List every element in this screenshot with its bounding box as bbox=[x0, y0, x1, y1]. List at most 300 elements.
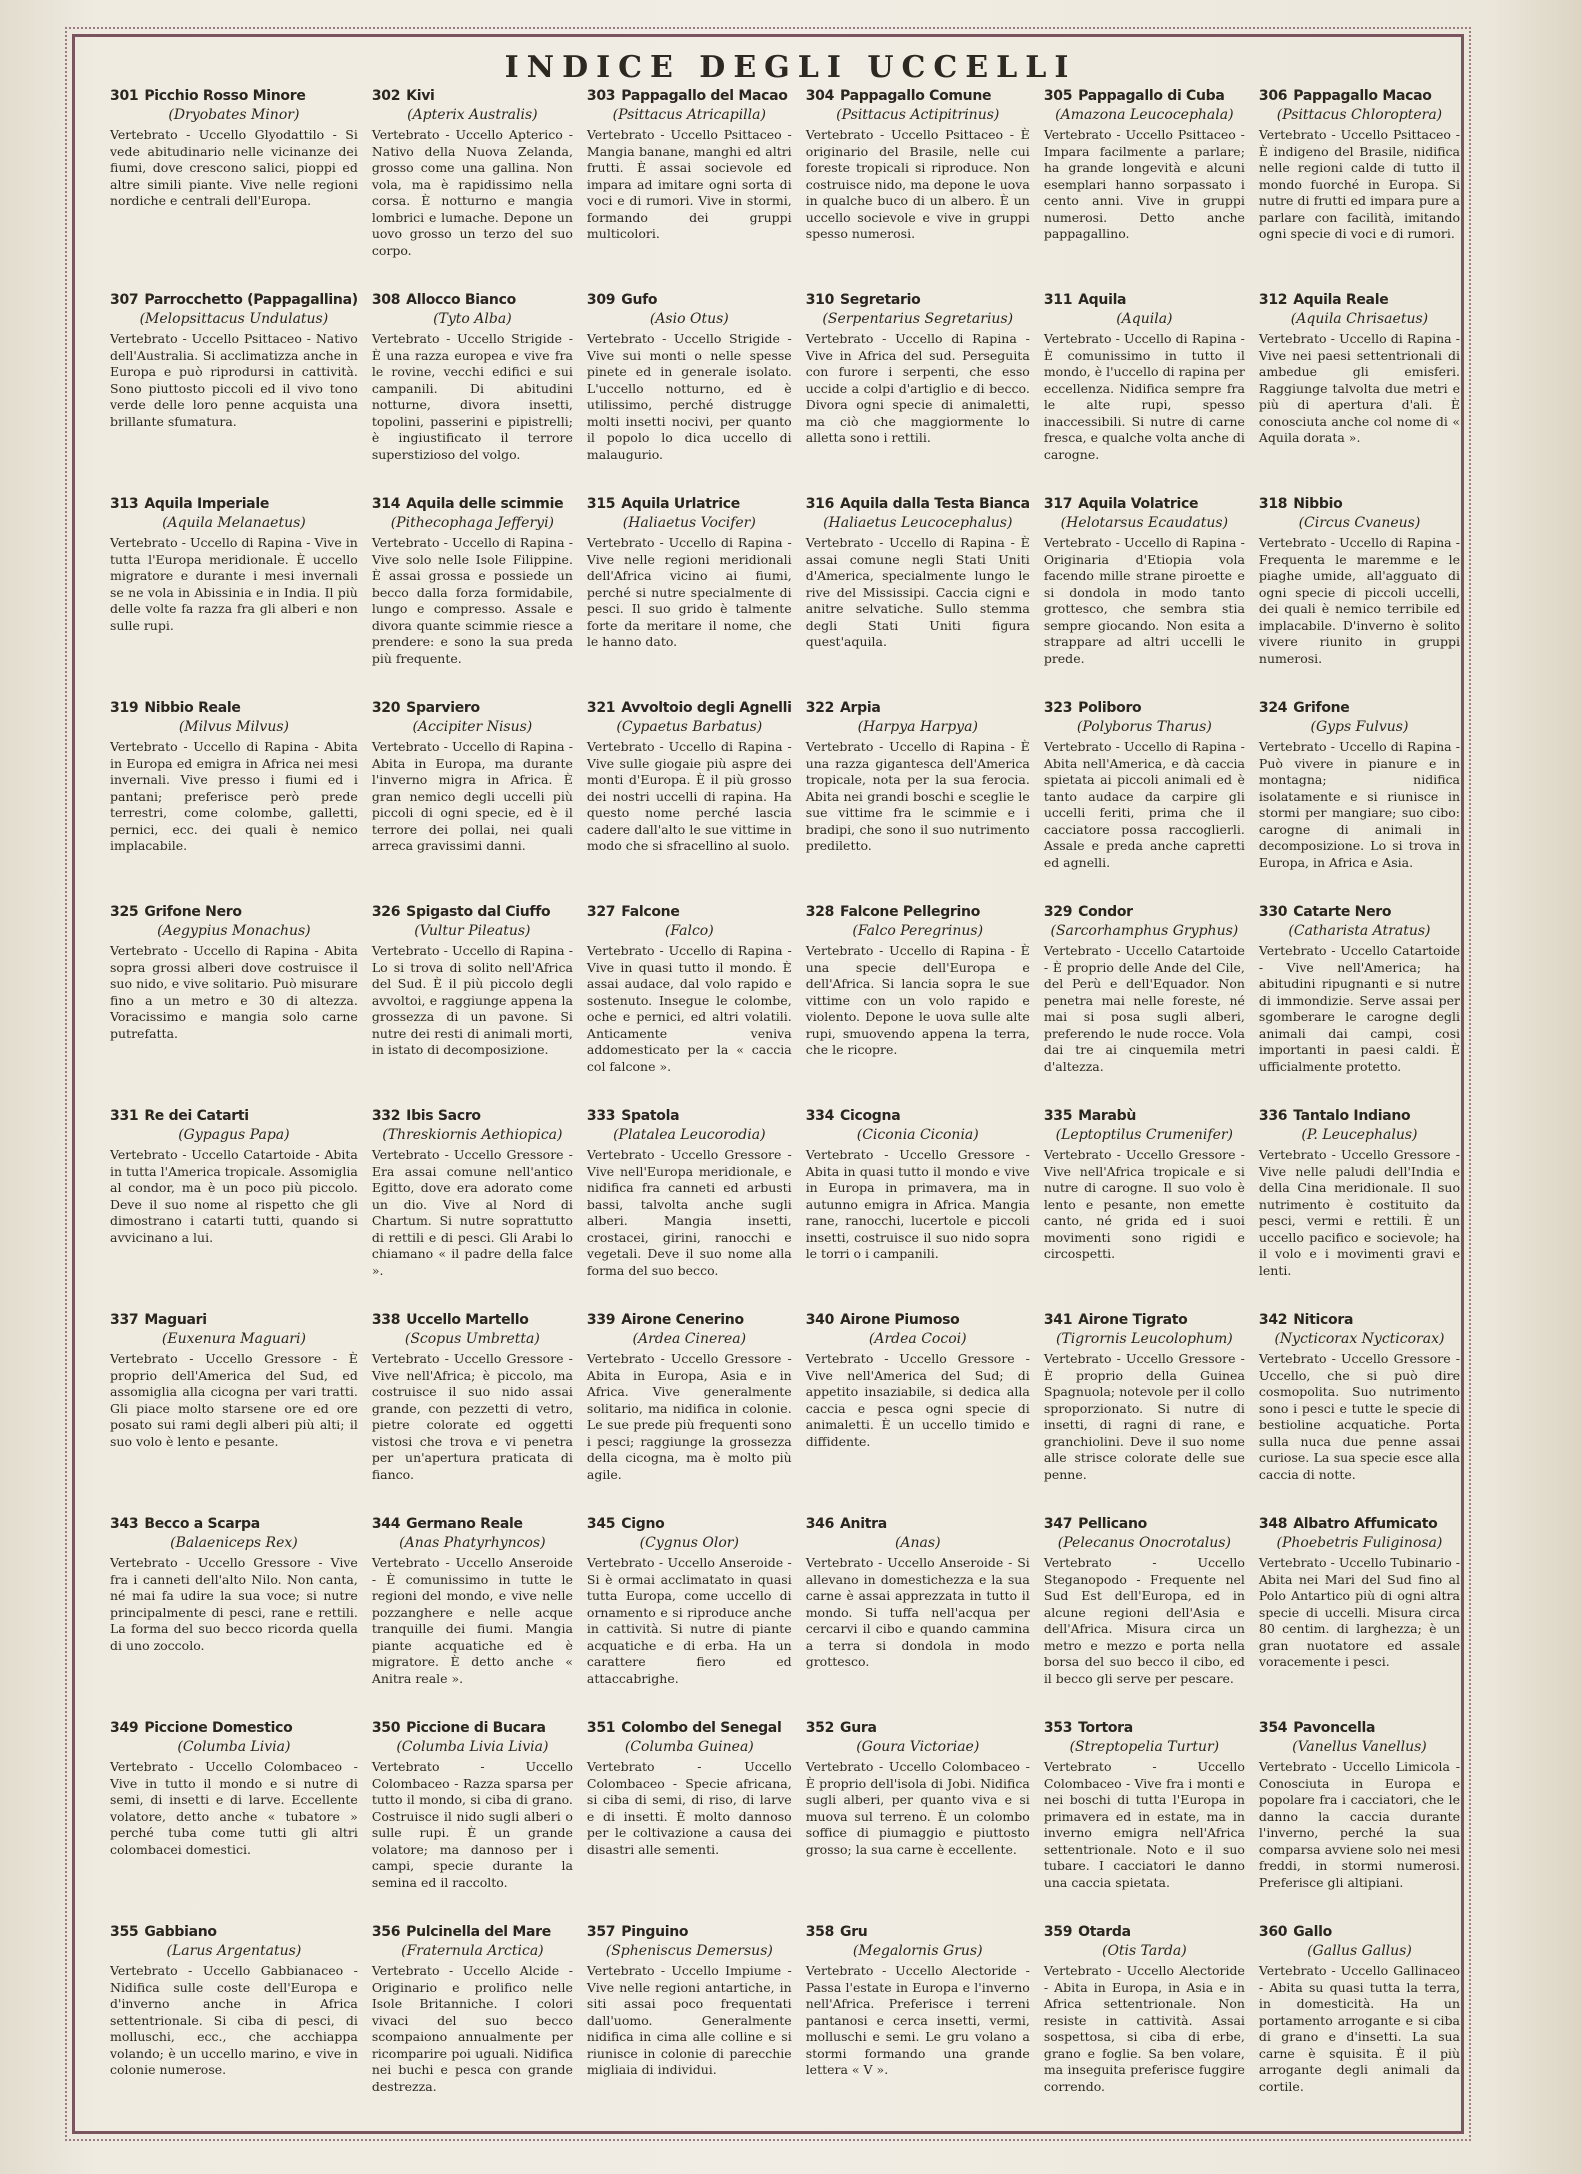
entry-description: Vertebrato - Uccello Impiume - Vive nelle regioni antartiche, in siti assai poco frequentati dall'uomo. Generalmente nidifica in cima alle colline e si riunisce in colonie di parecchie migliaia di individui. bbox=[586, 1963, 792, 2077]
entry-scientific-name: (Aquila Melanaetus) bbox=[162, 515, 306, 531]
bird-entry bbox=[587, 496, 792, 700]
entry-description: Vertebrato - Uccello Psittaceo - Impara facilmente a parlare; ha grande longevità e alcuni esemplari hanno sorpassato i cento anni. Vive in gruppi numerosi. Detto anche pappagallino. bbox=[1043, 127, 1245, 241]
entry-scientific-name: (Apterix Australis) bbox=[407, 107, 538, 123]
entry-description: Vertebrato - Uccello di Rapina - Vive sulle giogaie più aspre dei monti d'Europa. È il più grosso dei nostri uccelli di rapina. Ha questo nome perché lascia cadere dall'alto le sue vittime in modo che si sfracellino al suolo. bbox=[586, 739, 792, 853]
entry-scientific-name: (Anas Phatyrhyncos) bbox=[399, 1535, 546, 1551]
entry-header bbox=[587, 904, 792, 921]
entry-description: Vertebrato - Uccello Gabbianaceo - Nidifica sulle coste dell'Europa e d'inverno anche in Africa settentrionale. Si ciba di pesci, di molluschi, ecc., che acchiappa volando; è un uccello marino, e vive in colonie numerose. bbox=[110, 1963, 358, 2077]
entry-description: Vertebrato - Uccello Alcide - Originario e prolifico nelle Isole Britanniche. I colori vivaci del suo becco scompaiono annualmente per ricomparire poi uguali. Nidifica nei buchi e pesca con grande destrezza. bbox=[371, 1963, 573, 2094]
entry-header bbox=[587, 496, 792, 513]
bird-entry bbox=[806, 1516, 1030, 1720]
entry-header bbox=[372, 1312, 573, 1329]
entry-description: Vertebrato - Uccello Psittaceo - È indigeno del Brasile, nidifica nelle regioni calde di tutto il mondo fuorché in Europa. Si nutre di frutti ed impara pure a parlare con facilità, imitando ogni specie di voci e di rumori. bbox=[1258, 127, 1460, 241]
entry-number: 346 bbox=[805, 1516, 835, 1532]
entry-scientific-name: (Psittacus Chloroptera) bbox=[1276, 107, 1443, 123]
entry-common-name: Pinguino bbox=[621, 1924, 689, 1940]
entry-description: Vertebrato - Uccello Strigide - È una razza europea e vive fra le rovine, vecchi edifici e sui campanili. Di abitudini notturne, divora insetti, topolini, passerini e pipistrelli; è ingiustificato il terrore superstizioso del volgo. bbox=[371, 331, 573, 462]
entry-scientific-name: (Balaeniceps Rex) bbox=[170, 1535, 298, 1551]
entry-header bbox=[587, 700, 792, 717]
bird-entry bbox=[1044, 904, 1245, 1108]
entry-common-name: Pappagallo del Macao bbox=[621, 88, 788, 104]
entry-header bbox=[587, 88, 792, 105]
entry-header bbox=[806, 1924, 1030, 1941]
entry-scientific-name: (Streptopelia Turtur) bbox=[1069, 1739, 1220, 1755]
entry-number: 307 bbox=[110, 292, 139, 308]
entry-header bbox=[372, 1108, 573, 1125]
entry-scientific-name: (Threskiornis Aethiopica) bbox=[382, 1127, 563, 1143]
bird-entry bbox=[1259, 1312, 1460, 1516]
entry-scientific-name: (Cygnus Olor) bbox=[639, 1535, 739, 1551]
bird-entry bbox=[372, 1924, 573, 2128]
bird-entry bbox=[1259, 1720, 1460, 1924]
entry-number: 323 bbox=[1043, 700, 1073, 716]
bird-entry bbox=[587, 1108, 792, 1312]
entry-header bbox=[110, 1720, 358, 1737]
entry-common-name: Pappagallo Comune bbox=[840, 88, 992, 104]
entry-number: 319 bbox=[110, 700, 139, 716]
bird-entry bbox=[372, 496, 573, 700]
bird-entry bbox=[372, 292, 573, 496]
entry-common-name: Piccione Domestico bbox=[144, 1720, 293, 1736]
entry-number: 305 bbox=[1043, 88, 1073, 104]
entry-number: 340 bbox=[805, 1312, 835, 1328]
entry-header bbox=[1259, 1924, 1460, 1941]
entry-description: Vertebrato - Uccello Alectoride - Abita in Europa, in Asia e in Africa settentrionale. Non resiste in cattività. Assai sospettosa, si ciba di erbe, grano e foglie. Sa ben volare, ma inseguita preferisce fuggire correndo. bbox=[1043, 1963, 1245, 2094]
bird-entry bbox=[1044, 496, 1245, 700]
bird-entry bbox=[110, 700, 358, 904]
bird-entry bbox=[110, 1108, 358, 1312]
entry-scientific-name: (Ardea Cinerea) bbox=[632, 1331, 747, 1347]
entry-scientific-name: (Vanellus Vanellus) bbox=[1292, 1739, 1427, 1755]
entry-scientific-name: (Pithecophaga Jefferyi) bbox=[390, 515, 555, 531]
entry-header bbox=[806, 904, 1030, 921]
bird-entry bbox=[587, 700, 792, 904]
entry-scientific-name: (Polyborus Tharus) bbox=[1076, 719, 1212, 735]
entry-common-name: Pellicano bbox=[1078, 1516, 1147, 1532]
entry-number: 327 bbox=[586, 904, 616, 920]
entry-header bbox=[1259, 292, 1460, 309]
bird-entry bbox=[110, 1720, 358, 1924]
entry-number: 304 bbox=[805, 88, 835, 104]
entry-number: 310 bbox=[805, 292, 835, 308]
entry-header bbox=[372, 904, 573, 921]
entry-common-name: Cicogna bbox=[840, 1108, 901, 1124]
entry-scientific-name: (Vultur Pileatus) bbox=[414, 923, 531, 939]
entry-description: Vertebrato - Uccello Gressore - Vive nell'America del Sud; di appetito insaziabile, si dedica alla caccia e pesca ogni specie di animaletti. È un uccello timido e diffidente. bbox=[805, 1351, 1030, 1449]
entry-header bbox=[372, 700, 573, 717]
entry-scientific-name: (Tyto Alba) bbox=[433, 311, 512, 327]
bird-entry bbox=[806, 1108, 1030, 1312]
entry-number: 339 bbox=[586, 1312, 616, 1328]
entry-header bbox=[806, 496, 1030, 513]
entry-header bbox=[110, 292, 358, 309]
entry-number: 343 bbox=[110, 1516, 139, 1532]
entry-header bbox=[806, 88, 1030, 105]
entry-scientific-name: (Catharista Atratus) bbox=[1288, 923, 1431, 939]
bird-entry bbox=[587, 1924, 792, 2128]
entry-common-name: Uccello Martello bbox=[406, 1312, 529, 1328]
entry-number: 309 bbox=[586, 292, 616, 308]
bird-entry bbox=[806, 88, 1030, 292]
entry-description: Vertebrato - Uccello Colombaceo - Specie africana, si ciba di semi, di riso, di larve e di insetti. È molto dannoso per le coltivazione a causa dei disastri alle sementi. bbox=[586, 1759, 792, 1857]
entry-description: Vertebrato - Uccello Psittaceo - Mangia banane, manghi ed altri frutti. È assai socievole ed impara ad imitare ogni sorta di voci e di rumori. Vive in stormi, formando dei gruppi multicolori. bbox=[586, 127, 792, 241]
entry-common-name: Pulcinella del Mare bbox=[406, 1924, 551, 1940]
entry-description: Vertebrato - Uccello Gressore - Uccello, che si può dire cosmopolita. Suo nutrimento sono i pesci e tutte le specie di bestioline acquatiche. Porta sulla nuca due penne assai curiose. La sua specie esce alla caccia di notte. bbox=[1258, 1351, 1460, 1482]
entry-header bbox=[1259, 904, 1460, 921]
page-title: INDICE DEGLI UCCELLI bbox=[504, 50, 1077, 85]
entry-common-name: Cigno bbox=[621, 1516, 665, 1532]
entry-common-name: Avvoltoio degli Agnelli bbox=[621, 700, 792, 716]
entry-number: 308 bbox=[371, 292, 401, 308]
entry-scientific-name: (Tigrornis Leucolophum) bbox=[1056, 1331, 1233, 1347]
bird-entry bbox=[110, 1516, 358, 1720]
bird-entry bbox=[1259, 700, 1460, 904]
entry-common-name: Picchio Rosso Minore bbox=[144, 88, 306, 104]
entry-scientific-name: (Milvus Milvus) bbox=[178, 719, 289, 735]
entry-scientific-name: (Aegypius Monachus) bbox=[157, 923, 311, 939]
entry-header bbox=[1044, 1924, 1245, 1941]
bird-entry bbox=[1259, 904, 1460, 1108]
entry-header bbox=[372, 88, 573, 105]
entry-description: Vertebrato - Uccello di Rapina - Abita in Europa, ma durante l'inverno migra in Africa. È gran nemico degli uccelli più piccoli di ogni specie, ed è il terrore dei pollai, nei quali arreca gravissimi danni. bbox=[371, 739, 573, 853]
entry-header bbox=[1259, 700, 1460, 717]
entry-description: Vertebrato - Uccello di Rapina - Vive in Africa del sud. Perseguita con furore i serpenti, che esso uccide a colpi d'artiglio e di becco. Divora ogni specie di animaletti, ma ciò che maggiormente lo alletta sono i rettili. bbox=[805, 331, 1030, 445]
entry-number: 356 bbox=[371, 1924, 401, 1940]
entry-scientific-name: (Nycticorax Nycticorax) bbox=[1274, 1331, 1445, 1347]
entry-header bbox=[110, 1108, 358, 1125]
entry-description: Vertebrato - Uccello Colombaceo - È proprio dell'isola di Jobi. Nidifica sugli alberi, per quanto viva e si muova sul terreno. È un colombo soffice di piumaggio e piuttosto grosso; la sua carne è eccellente. bbox=[805, 1759, 1030, 1857]
entry-description: Vertebrato - Uccello di Rapina - È comunissimo in tutto il mondo, è l'uccello di rapina per eccellenza. Nidifica sempre fra le alte rupi, spesso inaccessibili. Si nutre di carne fresca, e qualche volta anche di carogne. bbox=[1043, 331, 1245, 462]
entry-number: 348 bbox=[1258, 1516, 1288, 1532]
entry-header bbox=[1044, 700, 1245, 717]
entry-number: 350 bbox=[371, 1720, 401, 1736]
entry-common-name: Re dei Catarti bbox=[144, 1108, 249, 1124]
entry-scientific-name: (Fraternula Arctica) bbox=[401, 1943, 544, 1959]
entry-number: 303 bbox=[586, 88, 616, 104]
entry-number: 345 bbox=[586, 1516, 616, 1532]
bird-entry bbox=[1044, 1924, 1245, 2128]
entry-description: Vertebrato - Uccello Anseroide - Si allevano in domestichezza e la sua carne è assai apprezzata in tutto il mondo. Si tuffa nell'acqua per cercarvi il cibo e quando cammina a terra si dondola in modo grottesco. bbox=[805, 1555, 1030, 1669]
entry-number: 359 bbox=[1043, 1924, 1073, 1940]
entry-common-name: Aquila bbox=[1078, 292, 1127, 308]
bird-index-grid bbox=[110, 88, 1460, 2128]
entry-description: Vertebrato - Uccello di Rapina - Vive in tutta l'Europa meridionale. È uccello migratore e durante i mesi invernali se ne vola in Abissinia e in India. Il più delle volte fa razza fra gli alberi e non sulle rupi. bbox=[110, 535, 358, 633]
entry-number: 335 bbox=[1043, 1108, 1073, 1124]
bird-entry bbox=[806, 292, 1030, 496]
entry-number: 352 bbox=[805, 1720, 835, 1736]
entry-description: Vertebrato - Uccello Colombaceo - Vive fra i monti e nei boschi di tutta l'Europa in primavera ed in estate, ma in inverno emigra nell'Africa settentrionale. Noto e il suo tubare. I cacciatori le danno una caccia spietata. bbox=[1043, 1759, 1245, 1890]
entry-number: 314 bbox=[371, 496, 401, 512]
entry-description: Vertebrato - Uccello Psittaceo - È originario del Brasile, nelle cui foreste tropicali si riproduce. Non costruisce nido, ma depone le uova in qualche buco di un albero. È un uccello socievole e vive in gruppi spesso numerosi. bbox=[805, 127, 1030, 241]
entry-number: 322 bbox=[805, 700, 835, 716]
bird-entry bbox=[1044, 88, 1245, 292]
entry-description: Vertebrato - Uccello di Rapina - Vive solo nelle Isole Filippine. È assai grossa e possiede un becco dalla forza formidabile, lungo e compresso. Assale e divora quante scimmie riesce a prendere: e sono la sua preda più frequente. bbox=[371, 535, 573, 666]
bird-entry bbox=[372, 700, 573, 904]
bird-entry bbox=[1044, 1516, 1245, 1720]
entry-common-name: Falcone Pellegrino bbox=[840, 904, 981, 920]
bird-entry bbox=[587, 904, 792, 1108]
entry-header bbox=[1044, 496, 1245, 513]
bird-entry bbox=[587, 1720, 792, 1924]
entry-description: Vertebrato - Uccello di Rapina - Vive nei paesi settentrionali di ambedue gli emisferi. Raggiunge talvolta due metri e più di apertura d'ali. È conosciuta anche col nome di « Aquila dorata ». bbox=[1258, 331, 1460, 445]
entry-scientific-name: (Dryobates Minor) bbox=[168, 107, 300, 123]
entry-scientific-name: (Scopus Umbretta) bbox=[404, 1331, 540, 1347]
entry-scientific-name: (Ardea Cocoi) bbox=[868, 1331, 967, 1347]
entry-header bbox=[1259, 496, 1460, 513]
entry-number: 329 bbox=[1043, 904, 1073, 920]
entry-header bbox=[110, 88, 358, 105]
entry-scientific-name: (Aquila Chrisaetus) bbox=[1290, 311, 1429, 327]
bird-entry bbox=[587, 292, 792, 496]
entry-scientific-name: (Melopsittacus Undulatus) bbox=[139, 311, 329, 327]
entry-number: 312 bbox=[1258, 292, 1288, 308]
entry-header bbox=[110, 1312, 358, 1329]
entry-header bbox=[110, 700, 358, 717]
entry-header bbox=[1259, 1312, 1460, 1329]
entry-description: Vertebrato - Uccello di Rapina - Abita nell'America, e dà caccia spietata ai piccoli animali ed è tanto audace da carpire gli uccelli feriti, prima che il cacciatore possa raccoglierli. Assale e preda anche capretti ed agnelli. bbox=[1043, 739, 1245, 870]
entry-description: Vertebrato - Uccello Anseroide - Si è ormai acclimatato in quasi tutta Europa, come uccello di ornamento e si riproduce anche in cattività. Si nutre di piante acquatiche e di erba. Ha un carattere fiero ed attaccabrighe. bbox=[586, 1555, 792, 1686]
entry-header bbox=[372, 292, 573, 309]
entry-common-name: Gura bbox=[840, 1720, 877, 1736]
bird-entry bbox=[1044, 1720, 1245, 1924]
bird-entry bbox=[372, 88, 573, 292]
entry-common-name: Airone Tigrato bbox=[1078, 1312, 1188, 1328]
entry-number: 324 bbox=[1258, 700, 1288, 716]
entry-scientific-name: (Platalea Leucorodia) bbox=[613, 1127, 766, 1143]
entry-number: 318 bbox=[1258, 496, 1288, 512]
entry-description: Vertebrato - Uccello Catartoide - È proprio delle Ande del Cile, del Perù e dell'Equador. Non penetra mai nelle foreste, né mai si posa sugli alberi, preferendo le nude rocce. Vola dai tre ai cinquemila metri d'altezza. bbox=[1043, 943, 1245, 1074]
entry-description: Vertebrato - Uccello Gressore - Vive nell'Africa; è piccolo, ma costruisce il suo nido assai grande, con pezzetti di vetro, pietre colorate ed oggetti vistosi che trova e vi penetra per un'apertura praticata di fianco. bbox=[371, 1351, 573, 1482]
entry-description: Vertebrato - Uccello Gressore - È proprio della Guinea Spagnuola; notevole per il collo sproporzionato. Si nutre di insetti, di ragni di rane, e granchiolini. Deve il suo nome alle strisce colorate delle sue penne. bbox=[1043, 1351, 1245, 1482]
bird-entry bbox=[1259, 1108, 1460, 1312]
entry-scientific-name: (Gypagus Papa) bbox=[178, 1127, 290, 1143]
entry-description: Vertebrato - Uccello Gressore - Era assai comune nell'antico Egitto, dove era adorato come un dio. Vive al Nord di Chartum. Si nutre soprattutto di rettili e di pesci. Gli Arabi lo chiamano « il padre della falce ». bbox=[371, 1147, 573, 1278]
entry-scientific-name: (Circus Cvaneus) bbox=[1298, 515, 1421, 531]
entry-common-name: Pappagallo Macao bbox=[1293, 88, 1432, 104]
entry-scientific-name: (Sarcorhamphus Gryphus) bbox=[1050, 923, 1239, 939]
entry-number: 336 bbox=[1258, 1108, 1288, 1124]
bird-entry bbox=[1044, 292, 1245, 496]
entry-common-name: Aquila Reale bbox=[1293, 292, 1389, 308]
entry-header bbox=[1044, 292, 1245, 309]
entry-scientific-name: (Amazona Leucocephala) bbox=[1055, 107, 1234, 123]
bird-entry bbox=[110, 292, 358, 496]
entry-scientific-name: (Haliaetus Vocifer) bbox=[622, 515, 756, 531]
entry-common-name: Niticora bbox=[1293, 1312, 1354, 1328]
entry-description: Vertebrato - Uccello Limicola - Conosciuta in Europa e popolare fra i cacciatori, che le danno la caccia durante l'inverno, perché la sua comparsa avviene solo nei mesi freddi, in stormi numerosi. Preferisce gli altipiani. bbox=[1258, 1759, 1460, 1890]
entry-header bbox=[1259, 1516, 1460, 1533]
entry-number: 334 bbox=[805, 1108, 835, 1124]
entry-common-name: Grifone Nero bbox=[144, 904, 242, 920]
entry-header bbox=[372, 496, 573, 513]
bird-entry bbox=[587, 88, 792, 292]
entry-header bbox=[372, 1924, 573, 1941]
entry-number: 338 bbox=[371, 1312, 401, 1328]
bird-entry bbox=[372, 1720, 573, 1924]
entry-scientific-name: (Spheniscus Demersus) bbox=[605, 1943, 773, 1959]
entry-scientific-name: (Otis Tarda) bbox=[1101, 1943, 1187, 1959]
entry-number: 347 bbox=[1043, 1516, 1073, 1532]
entry-common-name: Gufo bbox=[621, 292, 658, 308]
entry-number: 311 bbox=[1043, 292, 1073, 308]
entry-scientific-name: (Harpya Harpya) bbox=[857, 719, 978, 735]
entry-header bbox=[1044, 1312, 1245, 1329]
entry-number: 337 bbox=[110, 1312, 139, 1328]
entry-common-name: Kivi bbox=[406, 88, 435, 104]
entry-number: 332 bbox=[371, 1108, 401, 1124]
entry-common-name: Airone Piumoso bbox=[840, 1312, 960, 1328]
entry-common-name: Gabbiano bbox=[144, 1924, 217, 1940]
entry-description: Vertebrato - Uccello di Rapina - Lo si trova di solito nell'Africa del Sud. È il più piccolo degli avvoltoi, e raggiunge appena la grossezza di un pavone. Si nutre dei resti di animali morti, in istato di decomposizione. bbox=[371, 943, 573, 1057]
entry-common-name: Otarda bbox=[1078, 1924, 1131, 1940]
entry-common-name: Maguari bbox=[144, 1312, 207, 1328]
entry-scientific-name: (Accipiter Nisus) bbox=[412, 719, 533, 735]
entry-scientific-name: (Leptoptilus Crumenifer) bbox=[1055, 1127, 1234, 1143]
bird-entry bbox=[110, 88, 358, 292]
entry-common-name: Catarte Nero bbox=[1293, 904, 1392, 920]
entry-number: 316 bbox=[805, 496, 835, 512]
entry-scientific-name: (Columba Guinea) bbox=[624, 1739, 754, 1755]
entry-number: 315 bbox=[586, 496, 616, 512]
entry-description: Vertebrato - Uccello Colombaceo - Vive in tutto il mondo e si nutre di semi, di insetti e di larve. Eccellente volatore, detto anche « tubatore » perché tuba come tutti gli altri colombacei domestici. bbox=[110, 1759, 358, 1857]
entry-number: 360 bbox=[1258, 1924, 1288, 1940]
bird-entry bbox=[110, 904, 358, 1108]
bird-entry bbox=[1259, 88, 1460, 292]
entry-common-name: Aquila delle scimmie bbox=[406, 496, 564, 512]
entry-header bbox=[587, 1516, 792, 1533]
entry-description: Vertebrato - Uccello di Rapina - Vive in quasi tutto il mondo. È assai audace, dal volo rapido e sostenuto. Insegue le colombe, oche e pernici, ed altri volatili. Anticamente veniva addomesticato per la « caccia col falcone ». bbox=[586, 943, 792, 1074]
entry-header bbox=[1044, 1516, 1245, 1533]
entry-number: 351 bbox=[586, 1720, 616, 1736]
entry-common-name: Arpia bbox=[840, 700, 881, 716]
entry-description: Vertebrato - Uccello di Rapina - Abita sopra grossi alberi dove costruisce il suo nido, e vive solitario. Può misurare fino a un metro e 30 di altezza. Voracissimo e mangia solo carne putrefatta. bbox=[110, 943, 358, 1041]
entry-common-name: Sparviero bbox=[406, 700, 480, 716]
entry-number: 358 bbox=[805, 1924, 835, 1940]
bird-entry bbox=[372, 1312, 573, 1516]
entry-common-name: Spatola bbox=[621, 1108, 680, 1124]
entry-scientific-name: (Ciconia Ciconia) bbox=[856, 1127, 979, 1143]
entry-common-name: Condor bbox=[1078, 904, 1133, 920]
entry-number: 328 bbox=[805, 904, 835, 920]
entry-scientific-name: (Gallus Gallus) bbox=[1307, 1943, 1412, 1959]
entry-number: 357 bbox=[586, 1924, 616, 1940]
entry-number: 317 bbox=[1043, 496, 1073, 512]
entry-common-name: Albatro Affumicato bbox=[1293, 1516, 1438, 1532]
bird-entry bbox=[587, 1312, 792, 1516]
entry-common-name: Anitra bbox=[840, 1516, 887, 1532]
entry-header bbox=[587, 1108, 792, 1125]
bird-entry bbox=[1259, 1924, 1460, 2128]
entry-common-name: Parrocchetto (Pappagallina) bbox=[144, 292, 358, 308]
entry-common-name: Nibbio Reale bbox=[144, 700, 241, 716]
entry-number: 333 bbox=[586, 1108, 616, 1124]
entry-scientific-name: (Serpentarius Segretarius) bbox=[822, 311, 1014, 327]
entry-header bbox=[587, 292, 792, 309]
entry-common-name: Poliboro bbox=[1078, 700, 1142, 716]
entry-scientific-name: (Larus Argentatus) bbox=[166, 1943, 302, 1959]
entry-description: Vertebrato - Uccello Gressore - Abita in quasi tutto il mondo e vive in Europa in primavera, ma in autunno emigra in Africa. Mangia rane, ranocchi, lucertole e piccoli insetti, costruisce il suo nido sopra le torri o i campanili. bbox=[805, 1147, 1030, 1261]
bird-entry bbox=[372, 904, 573, 1108]
entry-number: 344 bbox=[371, 1516, 401, 1532]
entry-scientific-name: (Aquila) bbox=[1116, 311, 1173, 327]
entry-common-name: Allocco Bianco bbox=[406, 292, 516, 308]
entry-description: Vertebrato - Uccello Steganopodo - Frequente nel Sud Est dell'Europa, ed in alcune regioni dell'Asia e dell'Africa. Misura circa un metro e mezzo e porta nella borsa del suo becco il cibo, ed il becco gli serve per pescare. bbox=[1043, 1555, 1245, 1686]
entry-scientific-name: (Cypaetus Barbatus) bbox=[616, 719, 763, 735]
entry-header bbox=[1259, 88, 1460, 105]
entry-header bbox=[110, 904, 358, 921]
bird-entry bbox=[110, 496, 358, 700]
entry-common-name: Gallo bbox=[1293, 1924, 1332, 1940]
bird-entry bbox=[806, 1924, 1030, 2128]
entry-description: Vertebrato - Uccello di Rapina - Può vivere in pianure e in montagna; nidifica isolatamente e si riunisce in stormi per mangiare; suo cibo: carogne di animali in decomposizione. Lo si trova in Europa, in Africa e Asia. bbox=[1258, 739, 1460, 870]
entry-header bbox=[372, 1720, 573, 1737]
entry-number: 349 bbox=[110, 1720, 139, 1736]
entry-number: 342 bbox=[1258, 1312, 1288, 1328]
entry-header bbox=[1044, 1108, 1245, 1125]
bird-entry bbox=[372, 1516, 573, 1720]
entry-description: Vertebrato - Uccello Gressore - Vive nell'Europa meridionale, e nidifica fra canneti ed arbusti bassi, talvolta anche sugli alberi. Mangia insetti, crostacei, girini, ranocchi e vegetali. Deve il suo nome alla forma del suo becco. bbox=[586, 1147, 792, 1278]
entry-description: Vertebrato - Uccello di Rapina - Vive nelle regioni meridionali dell'Africa vicino ai fiumi, perché si nutre specialmente di pesci. Il suo grido è talmente forte da meritare il nome, che le hanno dato. bbox=[586, 535, 792, 649]
bird-entry bbox=[110, 1312, 358, 1516]
bird-entry bbox=[110, 1924, 358, 2128]
entry-scientific-name: (Psittacus Atricapilla) bbox=[612, 107, 766, 123]
entry-description: Vertebrato - Uccello Strigide - Vive sui monti o nelle spesse pinete ed in generale isolato. L'uccello notturno, ed è utilissimo, perché distrugge molti insetti nocivi, per quanto il popolo lo dica uccello di malaugurio. bbox=[586, 331, 792, 462]
bird-entry bbox=[587, 1516, 792, 1720]
entry-number: 320 bbox=[371, 700, 401, 716]
bird-entry bbox=[1259, 292, 1460, 496]
entry-description: Vertebrato - Uccello Psittaceo - Nativo dell'Australia. Si acclimatizza anche in Europa e può riprodursi in cattività. Sono piuttosto piccoli ed il vivo tono verde delle loro penne acquista una brillante sfumatura. bbox=[110, 331, 358, 429]
entry-scientific-name: (Anas) bbox=[894, 1535, 941, 1551]
entry-description: Vertebrato - Uccello Tubinario - Abita nei Mari del Sud fino al Polo Antartico più di ogni altra specie di uccelli. Misura circa 80 centim. di larghezza; è un gran nuotatore ed assale voracemente i pesci. bbox=[1258, 1555, 1460, 1669]
entry-description: Vertebrato - Uccello Gressore - Vive nelle paludi dell'India e della Cina meridionale. Il suo nutrimento è costituito da pesci, vermi e rettili. È un uccello pacifico e socievole; ha il volo e i movimenti gravi e lenti. bbox=[1258, 1147, 1460, 1278]
entry-description: Vertebrato - Uccello Gressore - Vive fra i canneti dell'alto Nilo. Non canta, né mai fa udire la sua voce; si nutre principalmente di pesci, rane e rettili. La forma del suo becco ricorda quella di uno zoccolo. bbox=[110, 1555, 358, 1653]
entry-common-name: Tantalo Indiano bbox=[1293, 1108, 1411, 1124]
entry-common-name: Pavoncella bbox=[1293, 1720, 1376, 1736]
entry-number: 301 bbox=[110, 88, 139, 104]
bird-entry bbox=[1259, 496, 1460, 700]
entry-common-name: Aquila Imperiale bbox=[144, 496, 270, 512]
bird-entry bbox=[806, 1312, 1030, 1516]
entry-number: 321 bbox=[586, 700, 616, 716]
entry-header bbox=[110, 496, 358, 513]
entry-description: Vertebrato - Uccello Catartoide - Abita in tutta l'America tropicale. Assomiglia al condor, ma è un poco più piccolo. Deve il suo nome al rispetto che gli dimostrano i catarti tutti, quando si avvicinano a lui. bbox=[110, 1147, 358, 1245]
bird-entry bbox=[1044, 700, 1245, 904]
entry-description: Vertebrato - Uccello Colombaceo - Razza sparsa per tutto il mondo, si ciba di grano. Costruisce il nido sugli alberi o sulle rupi. È un grande volatore; ma dannoso per i campi, specie durante la semina ed il raccolto. bbox=[371, 1759, 573, 1890]
bird-entry bbox=[1044, 1312, 1245, 1516]
entry-description: Vertebrato - Uccello di Rapina - È una razza gigantesca dell'America tropicale, nota per la sua ferocia. Abita nei grandi boschi e sceglie le sue vittime fra le scimmie e i bradipi, che sono il suo nutrimento prediletto. bbox=[805, 739, 1030, 853]
entry-scientific-name: (P. Leucephalus) bbox=[1301, 1127, 1418, 1143]
entry-common-name: Spigasto dal Ciuffo bbox=[406, 904, 551, 920]
entry-header bbox=[372, 1516, 573, 1533]
entry-header bbox=[587, 1924, 792, 1941]
entry-description: Vertebrato - Uccello Anseroide - È comunissimo in tutte le regioni del mondo, e vive nelle pozzanghere e nelle acque tranquille dei fiumi. Mangia piante acquatiche ed è migratore. È detto anche « Anitra reale ». bbox=[371, 1555, 573, 1686]
entry-scientific-name: (Phoebetris Fuliginosa) bbox=[1276, 1535, 1443, 1551]
entry-header bbox=[1044, 1720, 1245, 1737]
entry-common-name: Ibis Sacro bbox=[406, 1108, 481, 1124]
entry-scientific-name: (Gyps Fulvus) bbox=[1310, 719, 1409, 735]
entry-header bbox=[1259, 1108, 1460, 1125]
bird-entry bbox=[806, 904, 1030, 1108]
entry-description: Vertebrato - Uccello Gressore - Vive nell'Africa tropicale e si nutre di carogne. Il suo volo è lento e pesante, non emette canto, né grida ed i suoi movimenti sono rigidi e circospetti. bbox=[1043, 1147, 1245, 1261]
entry-common-name: Pappagallo di Cuba bbox=[1078, 88, 1225, 104]
entry-description: Vertebrato - Uccello di Rapina - Abita in Europa ed emigra in Africa nei mesi invernali. Vive presso i fiumi ed i pantani; preferisce però prede terrestri, come colombe, galletti, pernici, ecc. dei quali è nemico implacabile. bbox=[110, 739, 358, 853]
entry-description: Vertebrato - Uccello Apterico - Nativo della Nuova Zelanda, grosso come una gallina. Non vola, ma è rapidissimo nella corsa. È notturno e mangia lombrici e lumache. Depone un uovo grosso un terzo del suo corpo. bbox=[371, 127, 573, 258]
entry-common-name: Falcone bbox=[621, 904, 680, 920]
entry-header bbox=[1044, 88, 1245, 105]
entry-header bbox=[587, 1720, 792, 1737]
entry-scientific-name: (Columba Livia) bbox=[177, 1739, 291, 1755]
entry-header bbox=[806, 700, 1030, 717]
